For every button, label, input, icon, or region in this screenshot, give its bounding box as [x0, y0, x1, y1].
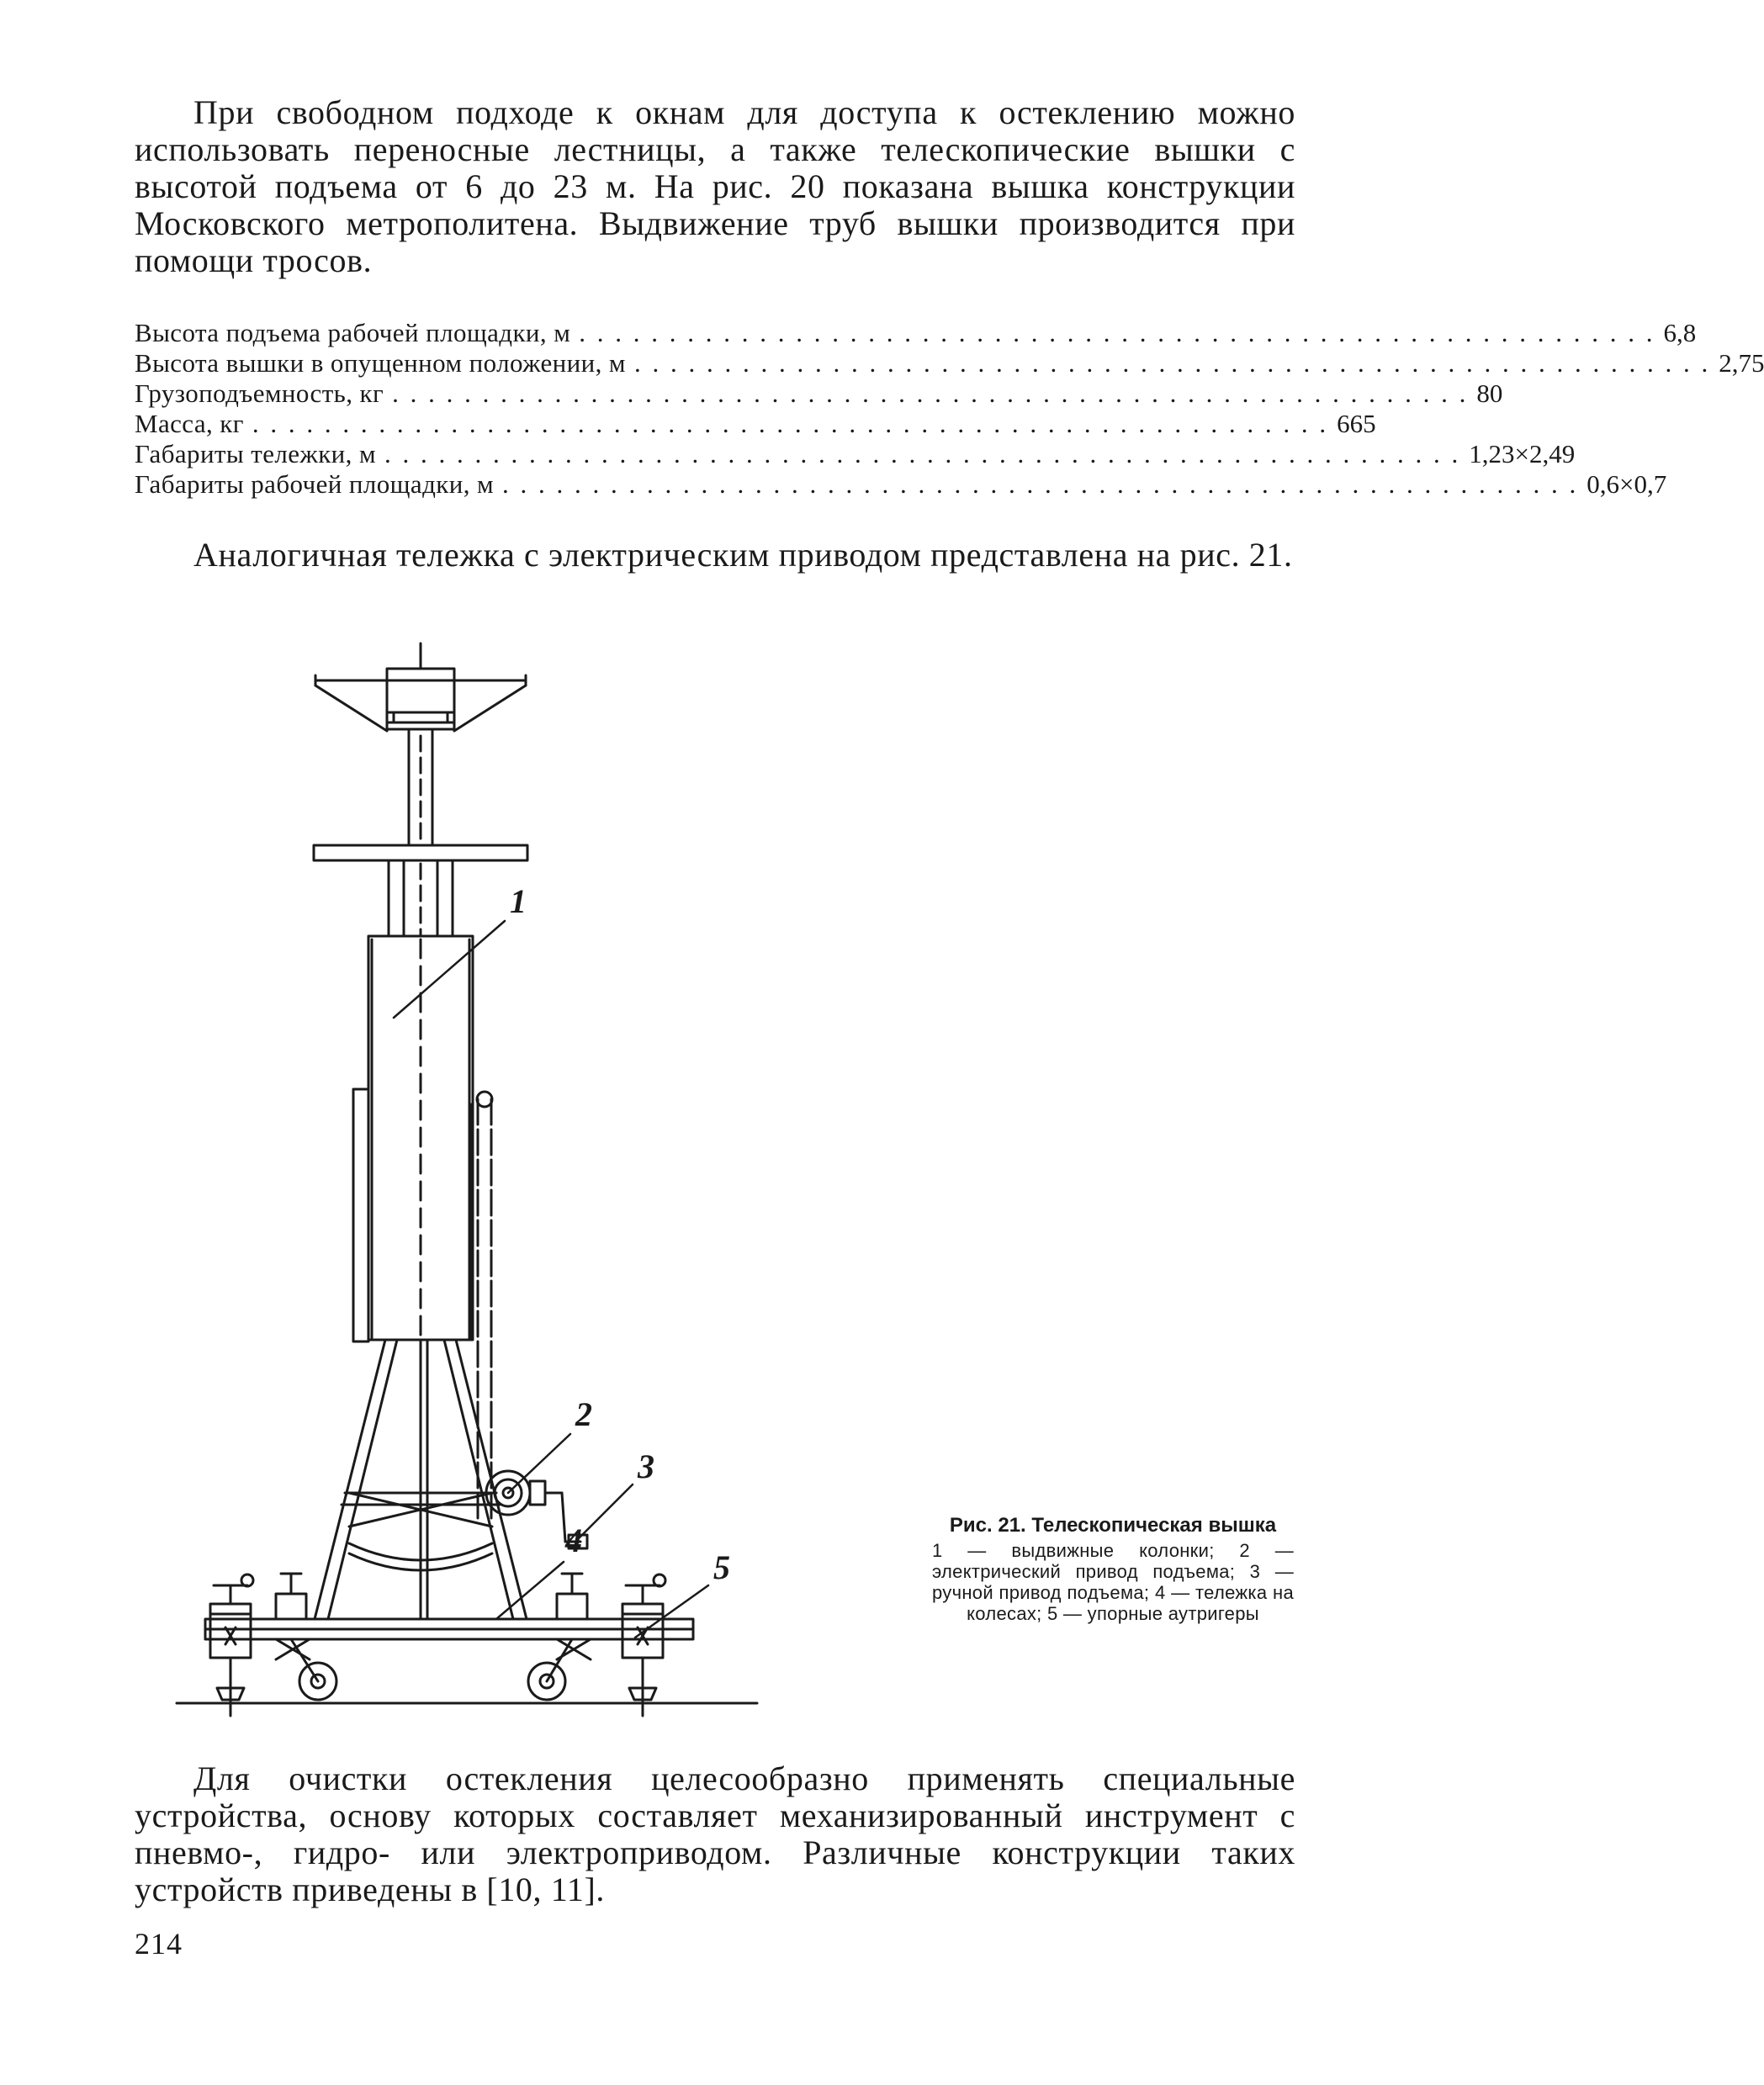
callout-label-3: 3: [638, 1447, 654, 1485]
leader-dots: . . . . . . . . . . . . . . . . . . . . . . . . . . . . . . . . . . . . . . . . . . . . . . . . . . . . . . . . . . . .: [633, 348, 1711, 378]
spec-value: 1,23×2,49: [1469, 439, 1576, 468]
callout-label-1: 1: [510, 882, 527, 920]
spec-value: 0,6×0,7: [1587, 469, 1667, 499]
spec-row: [135, 469, 1667, 500]
spec-label: Габариты рабочей площадки, м: [135, 469, 495, 499]
callout-label-5: 5: [713, 1548, 730, 1586]
spec-value: 2,75: [1719, 348, 1764, 378]
spec-label: Высота вышки в опущенном положении, м: [135, 348, 626, 378]
spec-value: 6,8: [1663, 318, 1697, 347]
spec-label: Габариты тележки, м: [135, 439, 376, 468]
callout-label-2: 2: [575, 1395, 592, 1433]
telescopic-tower-drawing: [177, 643, 934, 1745]
caption-title: Рис. 21. Телескопическая вышка: [949, 1514, 1277, 1537]
spec-label: Высота подъема рабочей площадки, м: [135, 318, 571, 347]
spec-label: Грузоподъемность, кг: [135, 378, 384, 408]
paragraph-intro-text: При свободном подходе к окнам для доступа к остеклению можно использовать переносные лестницы, а также телескопические вышки с высотой подъема от 6 до 23 м. На рис. 20 показана вышка конструкции Московского метрополитена. Выдвижение труб вышки производится при помощи тросов.: [135, 93, 1295, 279]
paragraph-intro: [135, 94, 1295, 279]
leader-dots: . . . . . . . . . . . . . . . . . . . . . . . . . . . . . . . . . . . . . . . . . . . . . . . . . . . . . . . . . . . .: [392, 378, 1469, 408]
paragraph-analog-text: Аналогичная тележка с электрическим приводом представлена на рис. 21.: [193, 536, 1293, 574]
spec-row: [135, 318, 1697, 348]
telescopic-tower-figure: [177, 643, 934, 1745]
caption-legend: 1 — выдвижные колонки; 2 — электрический привод подъема; 3 — ручной привод подъема; 4 — тележка на колесах; 5 — упорные аутригеры: [932, 1540, 1294, 1624]
spec-value: 665: [1337, 409, 1376, 438]
spec-row: [135, 348, 1764, 378]
specs-table: [135, 318, 1764, 500]
leader-dots: . . . . . . . . . . . . . . . . . . . . . . . . . . . . . . . . . . . . . . . . . . . . . . . . . . . . . . . . . . . .: [252, 409, 1329, 438]
spec-label: Масса, кг: [135, 409, 244, 438]
spec-value: 80: [1476, 378, 1503, 408]
spec-row: [135, 378, 1503, 409]
paragraph-cleaning-text: Для очистки остекления целесообразно применять специальные устройства, основу которых составляет механизированный инструмент с пневмо-, гидро- или электроприводом. Различные конструкции таких устройств приведены в [10, 11].: [135, 1760, 1295, 1908]
paragraph-analog: [135, 537, 1295, 574]
page-number: 214: [135, 1927, 183, 1961]
leader-dots: . . . . . . . . . . . . . . . . . . . . . . . . . . . . . . . . . . . . . . . . . . . . . . . . . . . . . . . . . . . .: [384, 439, 1461, 468]
paragraph-cleaning: [135, 1760, 1295, 1908]
figure-caption: [932, 1514, 1294, 1624]
spec-row: [135, 409, 1376, 439]
callout-label-4: 4: [565, 1521, 582, 1559]
leader-dots: . . . . . . . . . . . . . . . . . . . . . . . . . . . . . . . . . . . . . . . . . . . . . . . . . . . . . . . . . . . .: [579, 318, 1655, 347]
leader-dots: . . . . . . . . . . . . . . . . . . . . . . . . . . . . . . . . . . . . . . . . . . . . . . . . . . . . . . . . . . . .: [502, 469, 1579, 499]
spec-row: [135, 439, 1576, 469]
